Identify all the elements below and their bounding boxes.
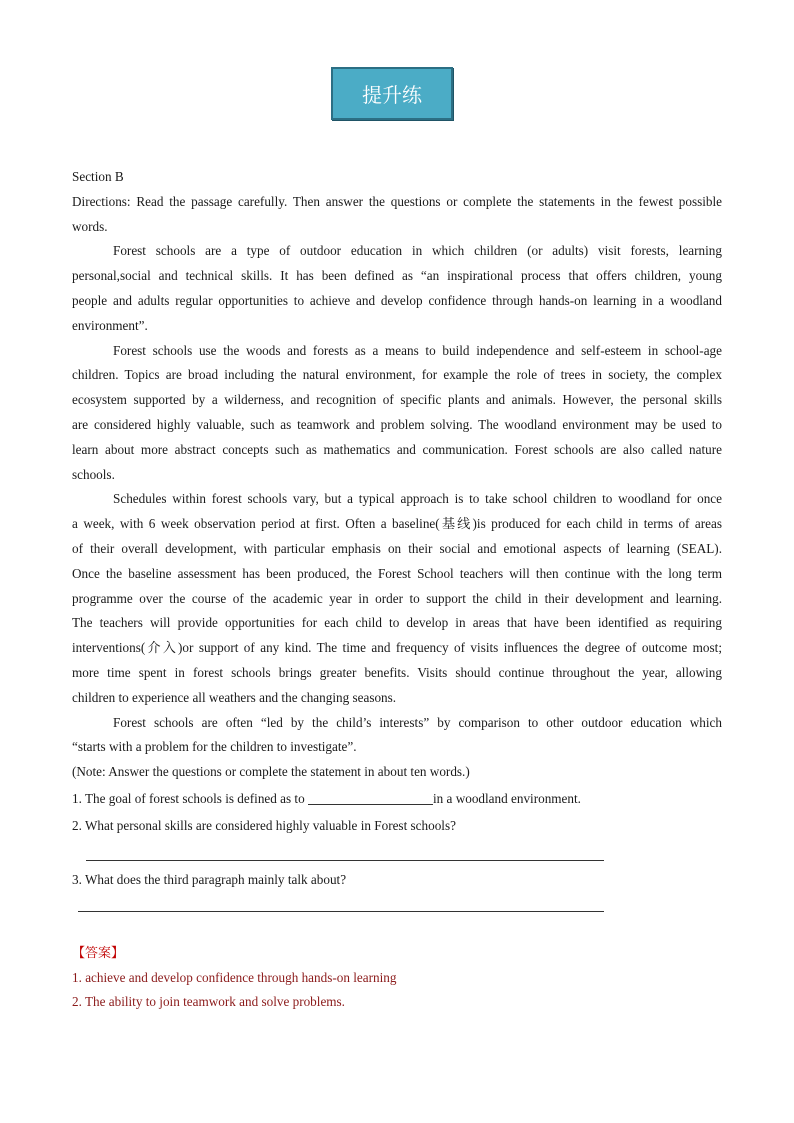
paragraph-line: a week, with 6 week observation period at first. Often a baseline(基线)is produced for each child in terms of areas bbox=[72, 516, 722, 532]
directions-line: words. bbox=[72, 218, 108, 234]
page-title: 提升练 bbox=[362, 83, 422, 107]
answer-section bbox=[72, 942, 396, 1014]
question-number: 2. bbox=[72, 817, 82, 833]
question-2 bbox=[72, 812, 722, 839]
paragraph-line: people and adults regular opportunities to achieve and develop confidence through hands-on learning in a woodland bbox=[72, 292, 722, 308]
paragraph-line: children. Topics are broad including the natural environment, for example the role of trees in society, the complex bbox=[72, 367, 722, 383]
paragraph-line: schools. bbox=[72, 466, 115, 482]
answer-line-2[interactable] bbox=[86, 860, 604, 861]
question-text: in a woodland environment. bbox=[433, 790, 581, 806]
paragraph-line: “starts with a problem for the children to investigate”. bbox=[72, 739, 357, 755]
answer-line-3[interactable] bbox=[78, 911, 604, 912]
paragraph-line: Once the baseline assessment has been produced, the Forest School teachers will then continue with the long term bbox=[72, 565, 722, 581]
paragraph-line: Forest schools use the woods and forests as a means to build independence and self-esteem in school-age bbox=[113, 342, 722, 358]
paragraph-line: Schedules within forest schools vary, but a typical approach is to take school children to woodland for once bbox=[113, 491, 722, 507]
paragraph-line: programme over the course of the academic year in order to support the child in their development and learning. bbox=[72, 590, 722, 606]
paragraph-line: are considered highly valuable, such as teamwork and problem solving. The woodland environment may be used to bbox=[72, 416, 722, 432]
paragraph-line: of their overall development, with particular emphasis on their social and emotional aspects of learning (SEAL). bbox=[72, 540, 722, 556]
paragraph-line: more time spent in forest schools brings greater benefits. Visits should continue throughout the year, allowing bbox=[72, 664, 722, 680]
paragraph-line: learn about more abstract concepts such as mathematics and communication. Forest schools are also called nature bbox=[72, 441, 722, 457]
paragraph-line: Forest schools are often “led by the child’s interests” by comparison to other outdoor education which bbox=[113, 714, 722, 730]
answer-item: 2. The ability to join teamwork and solve problems. bbox=[72, 994, 345, 1009]
paragraph-line: environment”. bbox=[72, 317, 148, 333]
paragraph-line: personal,social and technical skills. It has been defined as “an inspirational process that offers children, young bbox=[72, 268, 722, 284]
question-number: 3. bbox=[72, 872, 82, 887]
question-text: What personal skills are considered highly valuable in Forest schools? bbox=[84, 817, 456, 833]
question-1 bbox=[72, 785, 722, 812]
paragraph-line: The teachers will provide opportunities for each child to develop in areas that have been identified as requiring bbox=[72, 615, 722, 631]
paragraph-line: ecosystem supported by a wilderness, and recognition of specific plants and animals. However, the personal skills bbox=[72, 392, 722, 408]
passage bbox=[72, 165, 722, 839]
title-badge bbox=[331, 67, 453, 120]
fill-blank[interactable] bbox=[308, 790, 433, 805]
directions-line: Directions: Read the passage carefully. Then answer the questions or complete the statements in the fewest possible bbox=[72, 193, 722, 209]
section-label: Section B bbox=[72, 169, 124, 184]
question-number: 1. bbox=[72, 790, 82, 806]
paragraph-line: interventions(介入)or support of any kind. The time and frequency of visits influences the degree of outcome most; bbox=[72, 640, 722, 656]
answer-item: 1. achieve and develop confidence through hands-on learning bbox=[72, 970, 397, 985]
answer-heading: 【答案】 bbox=[72, 946, 125, 961]
question-text: What does the third paragraph mainly talk about? bbox=[84, 872, 347, 887]
paragraph-line: children to experience all weathers and the changing seasons. bbox=[72, 689, 397, 705]
note: (Note: Answer the questions or complete the statement in about ten words.) bbox=[72, 764, 470, 780]
paragraph-line: Forest schools are a type of outdoor education in which children (or adults) visit forests, learning bbox=[113, 243, 722, 259]
question-3 bbox=[72, 866, 346, 893]
question-text: The goal of forest schools is defined as to bbox=[84, 790, 308, 806]
